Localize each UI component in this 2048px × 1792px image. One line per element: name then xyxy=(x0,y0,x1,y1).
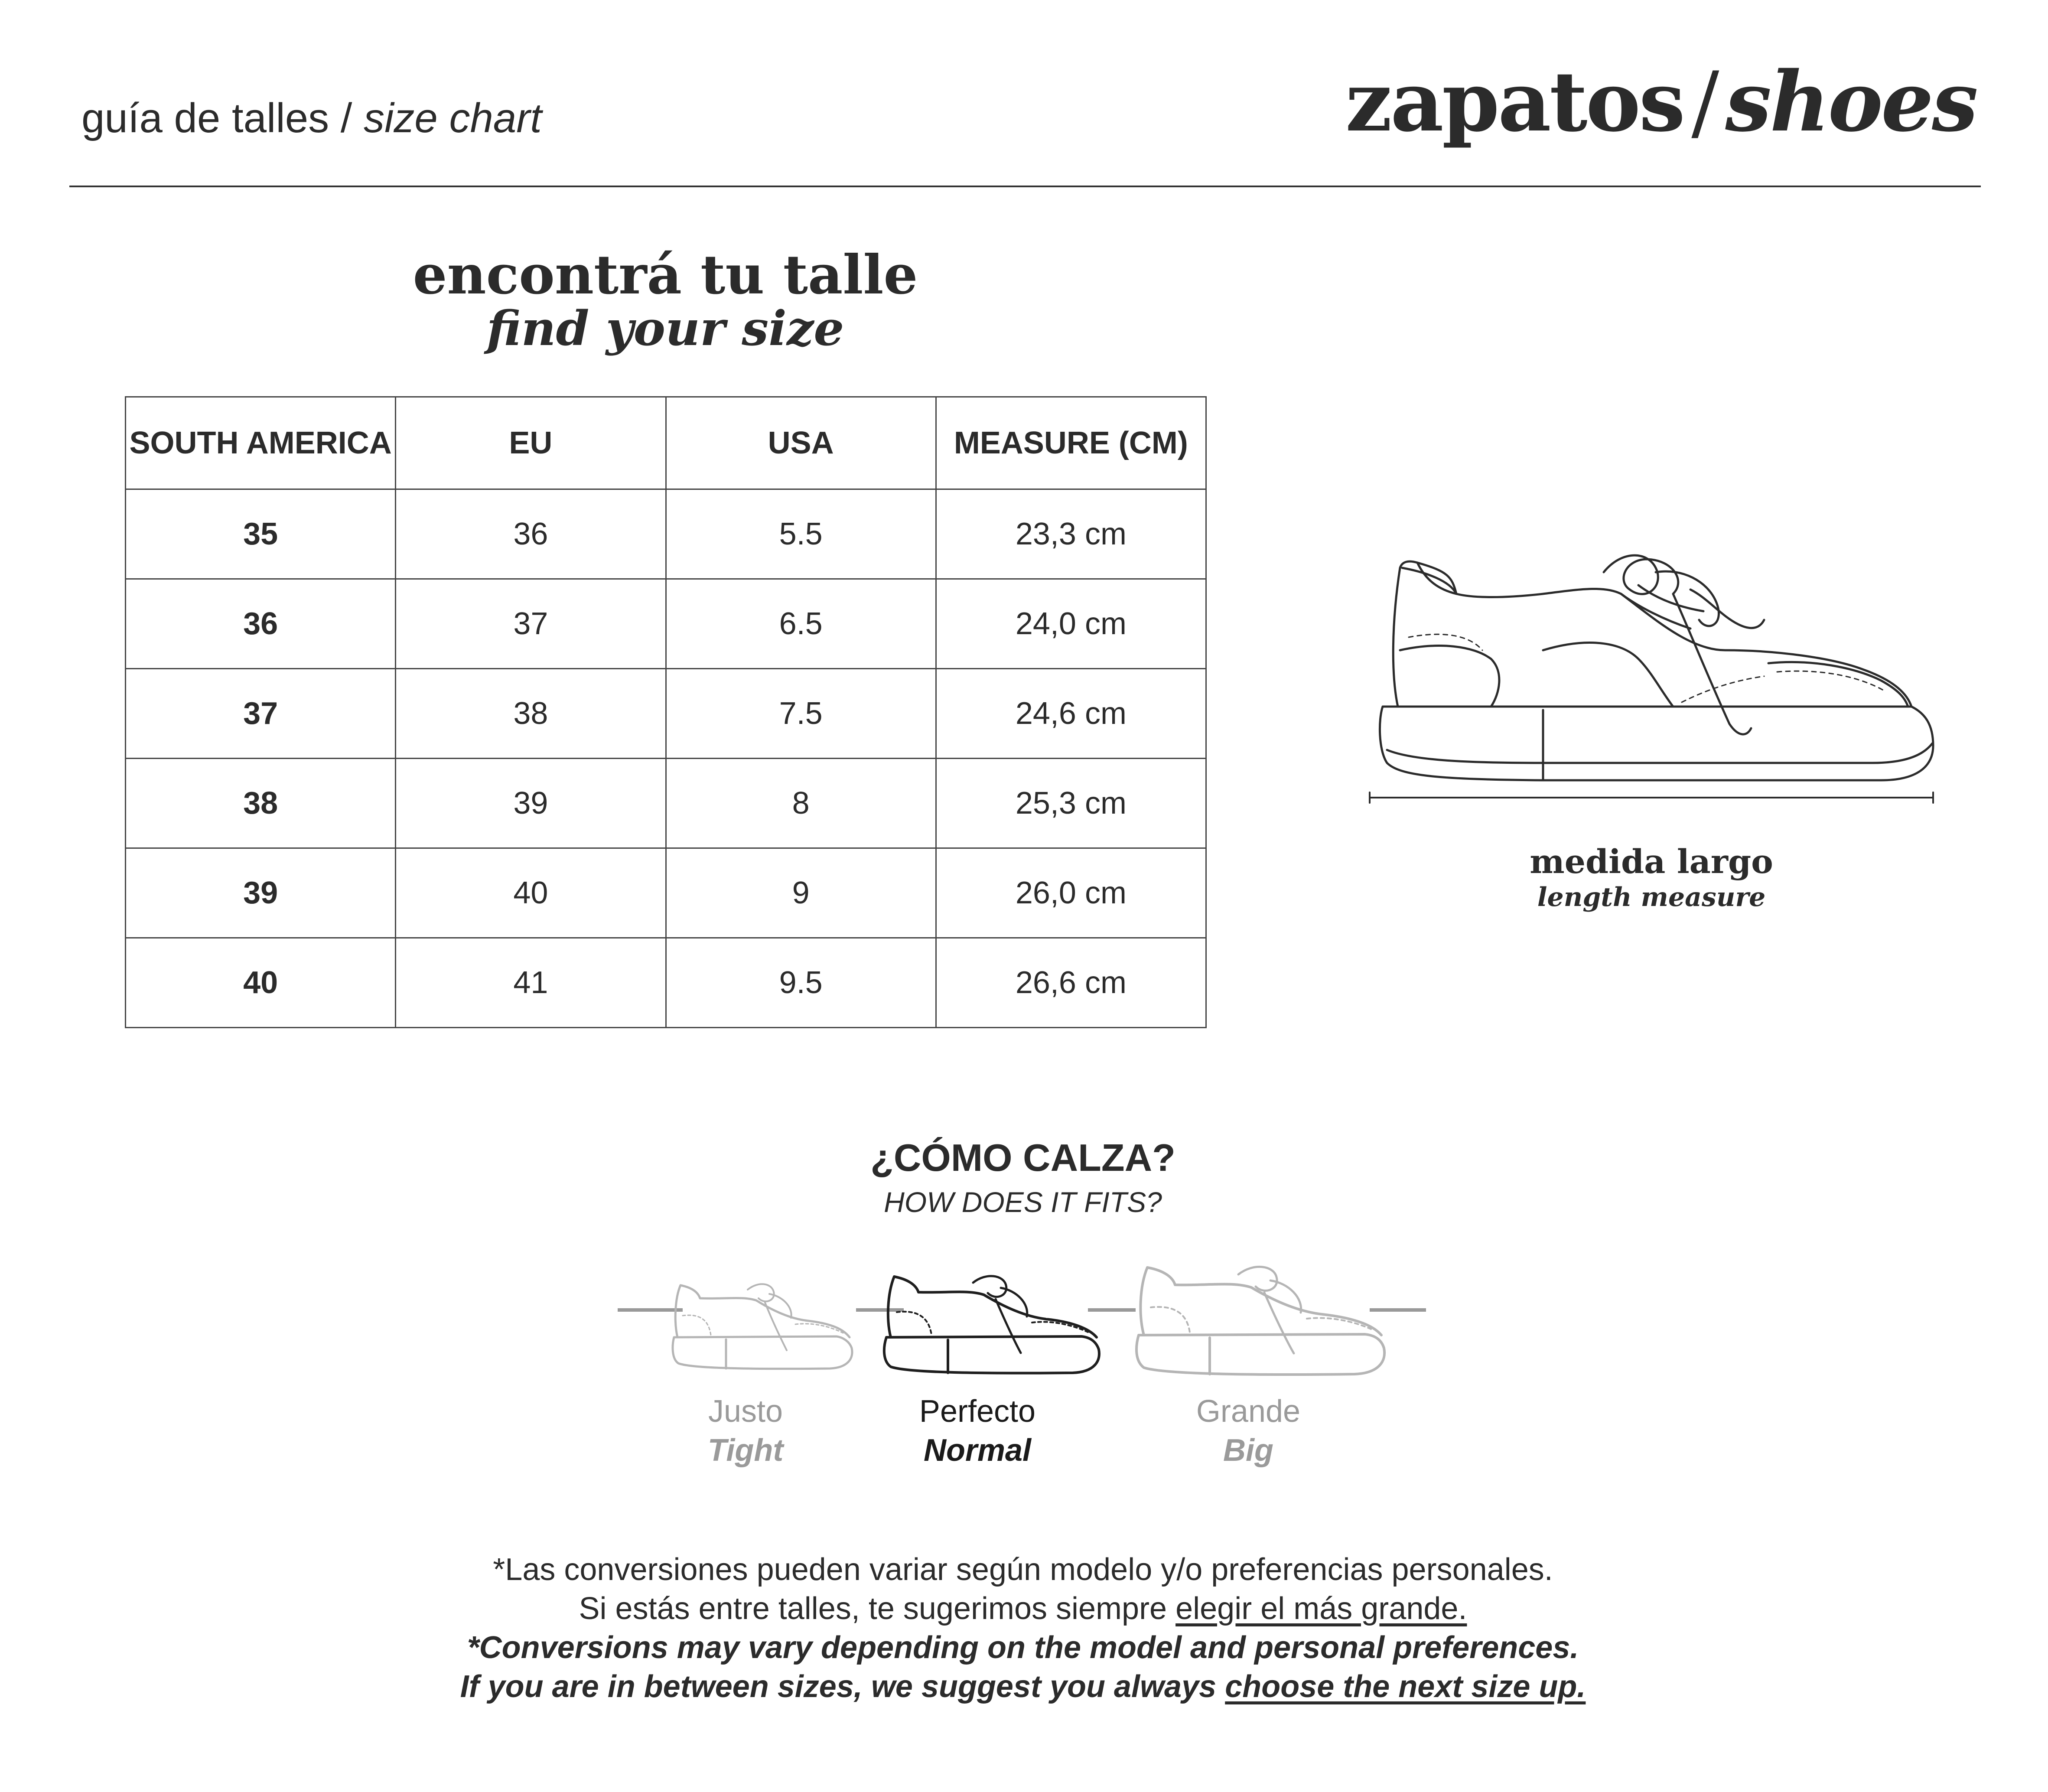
fit-option-normal-label: Perfecto xyxy=(919,1394,1036,1429)
finder-subtitle: find your size xyxy=(486,300,844,356)
cell-eu: 36 xyxy=(396,489,666,579)
note-es-line2-prefix: Si estás entre talles, te sugerimos siempre xyxy=(579,1591,1176,1626)
col-header-south-america: SOUTH AMERICA xyxy=(126,397,396,489)
table-row xyxy=(126,938,1206,1028)
cell-measure: 24,6 cm xyxy=(936,669,1206,759)
length-measure-sublabel: length measure xyxy=(1537,882,1766,912)
sneaker-stitch-toe xyxy=(1777,671,1885,691)
cell-south-america: 37 xyxy=(126,669,396,759)
cell-south-america: 39 xyxy=(126,848,396,938)
sneaker-sole-band xyxy=(1387,743,1932,763)
size-table xyxy=(125,396,1207,1028)
fit-shoe-big xyxy=(1129,1253,1389,1383)
fit-shoe-tight xyxy=(665,1272,856,1376)
cell-usa: 7.5 xyxy=(666,669,936,759)
note-en-line1: *Conversions may vary depending on the model and personal preferences. xyxy=(467,1630,1579,1665)
cell-measure: 25,3 cm xyxy=(936,759,1206,848)
sneaker-toe-cap xyxy=(1768,662,1908,707)
cell-south-america: 35 xyxy=(126,489,396,579)
cell-measure: 26,0 cm xyxy=(936,848,1206,938)
fit-option-big-label: Grande xyxy=(1196,1394,1301,1429)
fit-subtitle: HOW DOES IT FITS? xyxy=(884,1186,1162,1218)
sneaker-heel-panel xyxy=(1400,646,1499,707)
sneaker-length-illustration xyxy=(1361,520,1942,824)
cell-eu: 40 xyxy=(396,848,666,938)
header-divider xyxy=(69,186,1981,187)
cell-measure: 24,0 cm xyxy=(936,579,1206,669)
header-right-title xyxy=(1345,53,1976,150)
note-en-line2 xyxy=(156,1671,1890,1702)
cell-measure: 26,6 cm xyxy=(936,938,1206,1028)
col-header-measure: MEASURE (CM) xyxy=(936,397,1206,489)
header-left-title xyxy=(81,94,542,142)
table-row xyxy=(126,579,1206,669)
col-header-eu: EU xyxy=(396,397,666,489)
note-es-line1: *Las conversiones pueden variar según modelo y/o preferencias personales. xyxy=(493,1552,1553,1587)
fit-option-tight-sublabel: Tight xyxy=(707,1433,784,1468)
table-row xyxy=(126,489,1206,579)
cell-usa: 9.5 xyxy=(666,938,936,1028)
fit-shoe-normal xyxy=(878,1264,1103,1381)
cell-south-america: 40 xyxy=(126,938,396,1028)
table-row xyxy=(126,669,1206,759)
cell-usa: 9 xyxy=(666,848,936,938)
header-left-sep: / xyxy=(329,95,364,141)
finder-title: encontrá tu talle xyxy=(413,244,918,306)
header-left-en: size chart xyxy=(364,95,542,141)
table-row xyxy=(126,759,1206,848)
table-row xyxy=(126,848,1206,938)
sneaker-stitch-mid xyxy=(1682,676,1764,702)
fit-title: ¿CÓMO CALZA? xyxy=(870,1136,1175,1179)
cell-eu: 41 xyxy=(396,938,666,1028)
cell-eu: 37 xyxy=(396,579,666,669)
fit-option-big-sublabel: Big xyxy=(1223,1433,1273,1468)
cell-usa: 5.5 xyxy=(666,489,936,579)
cell-south-america: 36 xyxy=(126,579,396,669)
cell-eu: 39 xyxy=(396,759,666,848)
cell-eu: 38 xyxy=(396,669,666,759)
length-measure-label: medida largo xyxy=(1530,842,1773,881)
cell-measure: 23,3 cm xyxy=(936,489,1206,579)
header-right-es: zapatos xyxy=(1345,53,1684,150)
fit-option-normal-sublabel: Normal xyxy=(923,1433,1032,1468)
note-en-line2-prefix: If you are in between sizes, we suggest you always xyxy=(460,1669,1225,1704)
sneaker-upper xyxy=(1393,561,1911,707)
note-en-emphasis: choose the next size up. xyxy=(1225,1669,1586,1704)
fit-option-tight-label: Justo xyxy=(708,1394,783,1429)
cell-south-america: 38 xyxy=(126,759,396,848)
sneaker-sole xyxy=(1380,707,1933,780)
col-header-usa: USA xyxy=(666,397,936,489)
header-right-sep: / xyxy=(1691,54,1718,150)
note-es-emphasis: elegir el más grande. xyxy=(1175,1591,1467,1626)
note-es-line2 xyxy=(156,1593,1890,1624)
header-left-es: guía de talles xyxy=(81,95,329,141)
cell-usa: 8 xyxy=(666,759,936,848)
sneaker-side-panel xyxy=(1543,643,1673,707)
size-table-header-row xyxy=(126,397,1206,489)
header-right-en: shoes xyxy=(1725,53,1976,150)
cell-usa: 6.5 xyxy=(666,579,936,669)
